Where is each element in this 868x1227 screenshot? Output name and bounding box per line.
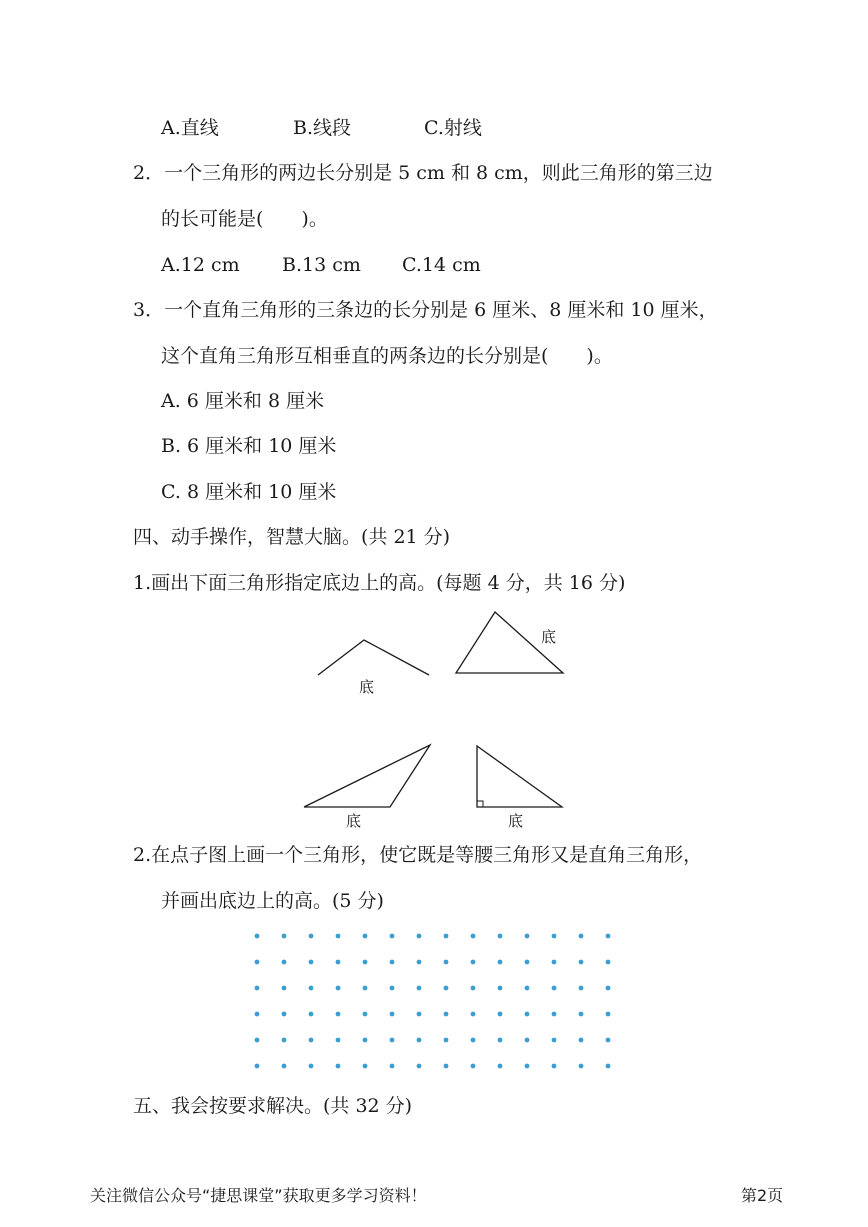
grid-dot[interactable] — [363, 1012, 368, 1017]
grid-dot[interactable] — [255, 960, 260, 965]
grid-dot[interactable] — [363, 1038, 368, 1043]
grid-dot[interactable] — [336, 960, 341, 965]
q3-line2: 这个直角三角形互相垂直的两条边的长分别是( )。 — [161, 345, 613, 367]
grid-dot[interactable] — [282, 986, 287, 991]
grid-dot[interactable] — [579, 934, 584, 939]
grid-dot[interactable] — [282, 960, 287, 965]
grid-dot[interactable] — [471, 934, 476, 939]
triangle-4-base-label: 底 — [508, 812, 524, 830]
grid-dot[interactable] — [390, 934, 395, 939]
triangle-1-base-label: 底 — [359, 678, 375, 696]
grid-dot[interactable] — [255, 1012, 260, 1017]
grid-dot[interactable] — [255, 1064, 260, 1069]
grid-dot[interactable] — [336, 986, 341, 991]
grid-dot[interactable] — [309, 1012, 314, 1017]
grid-dot[interactable] — [444, 1038, 449, 1043]
grid-dot[interactable] — [390, 960, 395, 965]
page-number: 第2页 — [741, 1186, 784, 1205]
grid-dot[interactable] — [444, 934, 449, 939]
grid-dot[interactable] — [417, 960, 422, 965]
grid-dot[interactable] — [579, 986, 584, 991]
grid-dot[interactable] — [417, 1038, 422, 1043]
triangle-figure-4 — [475, 744, 565, 810]
grid-dot[interactable] — [552, 960, 557, 965]
grid-dot[interactable] — [336, 934, 341, 939]
grid-dot[interactable] — [255, 1038, 260, 1043]
grid-dot[interactable] — [498, 1064, 503, 1069]
grid-dot[interactable] — [606, 1064, 611, 1069]
grid-dot[interactable] — [606, 986, 611, 991]
q2-option-b: B.13 cm — [282, 254, 361, 276]
q2-line2: 的长可能是( )。 — [161, 208, 328, 230]
grid-dot[interactable] — [471, 1038, 476, 1043]
q3-line1: 3．一个直角三角形的三条边的长分别是 6 厘米、8 厘米和 10 厘米， — [133, 299, 718, 321]
q2-option-c: C.14 cm — [402, 254, 481, 276]
q3-option-a: A. 6 厘米和 8 厘米 — [161, 390, 325, 412]
grid-dot[interactable] — [498, 1012, 503, 1017]
grid-dot[interactable] — [390, 1038, 395, 1043]
grid-dot[interactable] — [336, 1064, 341, 1069]
section4-p2-line1: 2.在点子图上画一个三角形，使它既是等腰三角形又是直角三角形， — [133, 844, 703, 866]
grid-dot[interactable] — [579, 960, 584, 965]
grid-dot[interactable] — [525, 960, 530, 965]
grid-dot[interactable] — [579, 1038, 584, 1043]
grid-dot[interactable] — [579, 1012, 584, 1017]
grid-dot[interactable] — [552, 1012, 557, 1017]
grid-dot[interactable] — [606, 1012, 611, 1017]
grid-dot[interactable] — [552, 934, 557, 939]
triangle-figure-3 — [302, 743, 434, 811]
grid-dot[interactable] — [336, 1038, 341, 1043]
grid-dot[interactable] — [525, 934, 530, 939]
footer-promo-text: 关注微信公众号“捷思课堂”获取更多学习资料！ — [90, 1186, 427, 1205]
grid-dot[interactable] — [390, 986, 395, 991]
grid-dot[interactable] — [525, 986, 530, 991]
q2-option-a: A.12 cm — [161, 254, 240, 276]
grid-dot[interactable] — [390, 1012, 395, 1017]
grid-dot[interactable] — [255, 934, 260, 939]
grid-dot[interactable] — [444, 1064, 449, 1069]
grid-dot[interactable] — [417, 1064, 422, 1069]
grid-dot[interactable] — [552, 986, 557, 991]
grid-dot[interactable] — [417, 1012, 422, 1017]
q2-line1: 2．一个三角形的两边长分别是 5 cm 和 8 cm，则此三角形的第三边 — [133, 162, 713, 184]
section4-p1-title: 1.画出下面三角形指定底边上的高。(每题 4 分，共 16 分) — [133, 572, 626, 594]
q3-option-c: C. 8 厘米和 10 厘米 — [161, 481, 337, 503]
grid-dot[interactable] — [525, 1038, 530, 1043]
section4-p2-line2: 并画出底边上的高。(5 分) — [161, 890, 384, 912]
grid-dot[interactable] — [498, 934, 503, 939]
grid-dot[interactable] — [444, 986, 449, 991]
grid-dot[interactable] — [444, 960, 449, 965]
grid-dot[interactable] — [363, 986, 368, 991]
grid-dot[interactable] — [363, 934, 368, 939]
grid-dot[interactable] — [255, 986, 260, 991]
grid-dot[interactable] — [498, 986, 503, 991]
grid-dot[interactable] — [363, 1064, 368, 1069]
grid-dot[interactable] — [525, 1064, 530, 1069]
grid-dot[interactable] — [579, 1064, 584, 1069]
grid-dot[interactable] — [417, 986, 422, 991]
grid-dot[interactable] — [606, 960, 611, 965]
section5-heading: 五、我会按要求解决。(共 32 分) — [133, 1095, 413, 1117]
grid-dot[interactable] — [390, 1064, 395, 1069]
grid-dot[interactable] — [552, 1064, 557, 1069]
dot-grid[interactable] — [249, 926, 619, 1076]
grid-dot[interactable] — [471, 1064, 476, 1069]
grid-dot[interactable] — [309, 1038, 314, 1043]
grid-dot[interactable] — [498, 1038, 503, 1043]
grid-dot[interactable] — [552, 1038, 557, 1043]
grid-dot[interactable] — [417, 934, 422, 939]
grid-dot[interactable] — [309, 986, 314, 991]
q3-option-b: B. 6 厘米和 10 厘米 — [161, 435, 337, 457]
grid-dot[interactable] — [282, 934, 287, 939]
grid-dot[interactable] — [606, 934, 611, 939]
q1-option-b: B.线段 — [293, 117, 352, 139]
triangle-3-base-label: 底 — [346, 812, 362, 830]
grid-dot[interactable] — [282, 1064, 287, 1069]
section4-heading: 四、动手操作，智慧大脑。(共 21 分) — [133, 526, 451, 548]
grid-dot[interactable] — [363, 960, 368, 965]
grid-dot[interactable] — [471, 1012, 476, 1017]
grid-dot[interactable] — [309, 1064, 314, 1069]
triangle-figure-1 — [316, 638, 432, 678]
q1-option-a: A.直线 — [161, 117, 219, 139]
grid-dot[interactable] — [309, 960, 314, 965]
q1-option-c: C.射线 — [424, 117, 482, 139]
grid-dot[interactable] — [471, 960, 476, 965]
grid-dot[interactable] — [471, 986, 476, 991]
grid-dot[interactable] — [498, 960, 503, 965]
grid-dot[interactable] — [309, 934, 314, 939]
grid-dot[interactable] — [336, 1012, 341, 1017]
grid-dot[interactable] — [606, 1038, 611, 1043]
grid-dot[interactable] — [525, 1012, 530, 1017]
grid-dot[interactable] — [282, 1012, 287, 1017]
grid-dot[interactable] — [282, 1038, 287, 1043]
grid-dot[interactable] — [444, 1012, 449, 1017]
triangle-2-base-label: 底 — [541, 628, 557, 646]
